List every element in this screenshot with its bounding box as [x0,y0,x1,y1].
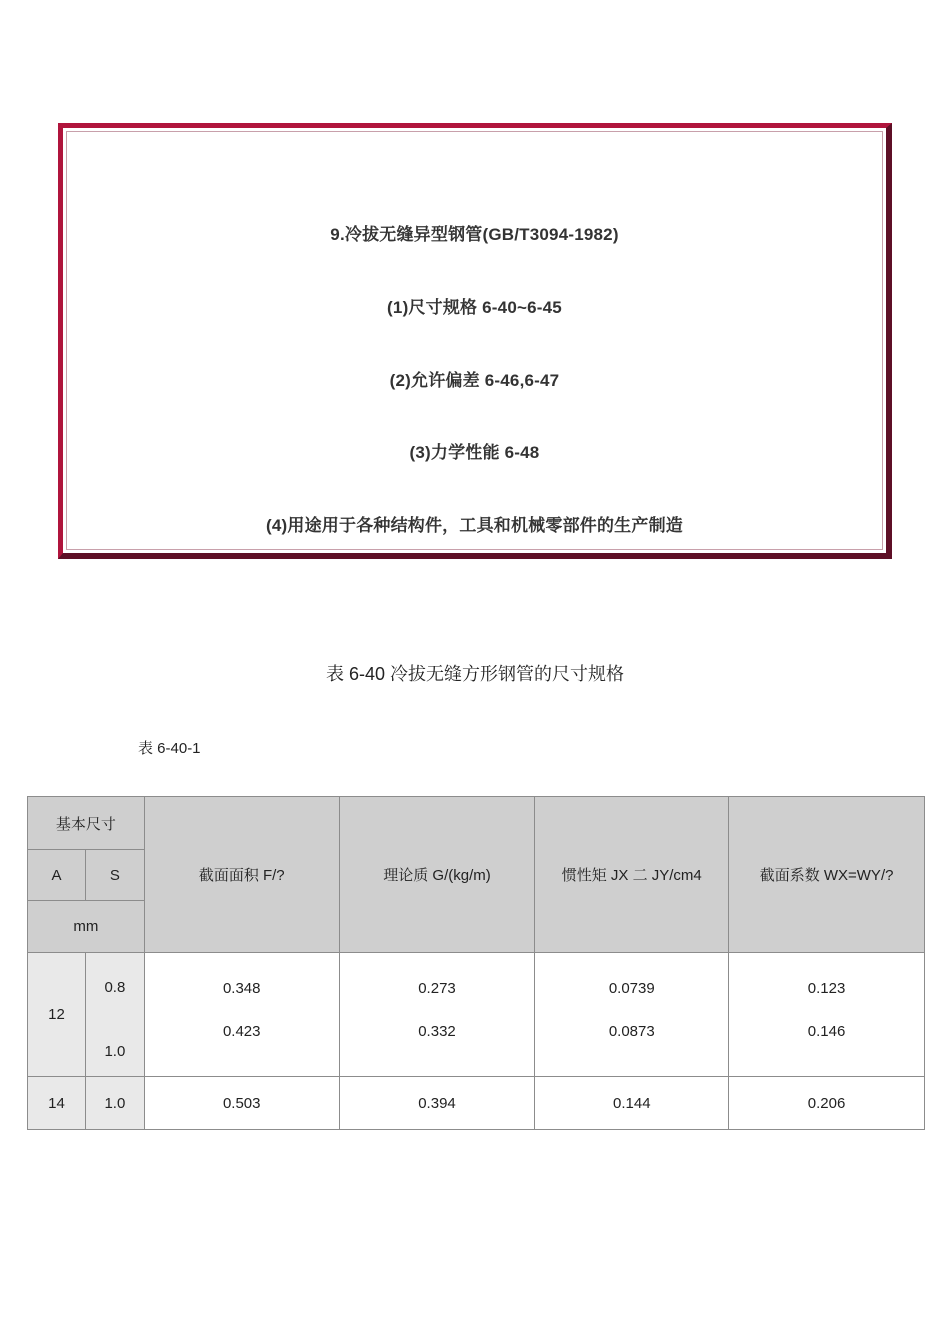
header-unit: mm [28,901,145,953]
info-box-line-mechanical: (3)力学性能 6-48 [409,443,540,462]
header-col-s: S [85,850,144,901]
cell-theoretical-mass: 0.394 [339,1077,535,1130]
header-theoretical-mass: 理论质 G/(kg/m) [339,797,535,953]
cell-s [85,953,144,1077]
cell-theoretical-mass [339,953,535,1077]
header-row-1 [28,797,925,850]
table-row [28,1077,925,1130]
cell-s-value: 1.0 [104,1042,126,1060]
spec-table [27,796,925,1130]
cell-value: 0.423 [222,1022,261,1040]
table-row [28,953,925,1077]
cell-moment-of-inertia: 0.144 [535,1077,729,1130]
cell-a: 12 [28,953,86,1077]
header-moment-of-inertia: 惯性矩 JX 二 JY/cm4 [535,797,729,953]
cell-value: 0.0873 [608,1022,655,1040]
cell-moment-of-inertia [535,953,729,1077]
cell-s-value: 0.8 [104,978,126,996]
header-section-area: 截面面积 F/? [144,797,339,953]
cell-value: 0.348 [222,979,261,997]
info-box [58,123,892,559]
header-section-modulus: 截面系数 WX=WY/? [729,797,925,953]
info-box-title: 9.冷拔无缝异型钢管(GB/T3094-1982) [330,225,619,244]
cell-s: 1.0 [85,1077,144,1130]
cell-section-area: 0.503 [144,1077,339,1130]
cell-value: 0.273 [418,979,456,997]
cell-value: 0.123 [807,979,846,997]
info-box-line-size: (1)尺寸规格 6-40~6-45 [387,298,562,317]
cell-value: 0.332 [418,1022,456,1040]
cell-section-modulus [729,953,925,1077]
cell-section-modulus: 0.206 [729,1077,925,1130]
header-basic-size: 基本尺寸 [28,797,145,850]
info-box-inner-border [66,131,883,550]
header-col-a: A [28,850,86,901]
cell-a: 14 [28,1077,86,1130]
cell-value: 0.146 [807,1022,846,1040]
info-box-line-usage: (4)用途用于各种结构件，工具和机械零部件的生产制造 [266,516,683,535]
table-title: 表 6-40 冷拔无缝方形钢管的尺寸规格 [325,664,625,684]
table-subtitle: 表 6-40-1 [138,740,201,757]
cell-value: 0.0739 [608,979,655,997]
cell-section-area [144,953,339,1077]
info-box-line-tolerance: (2)允许偏差 6-46,6-47 [389,371,560,390]
